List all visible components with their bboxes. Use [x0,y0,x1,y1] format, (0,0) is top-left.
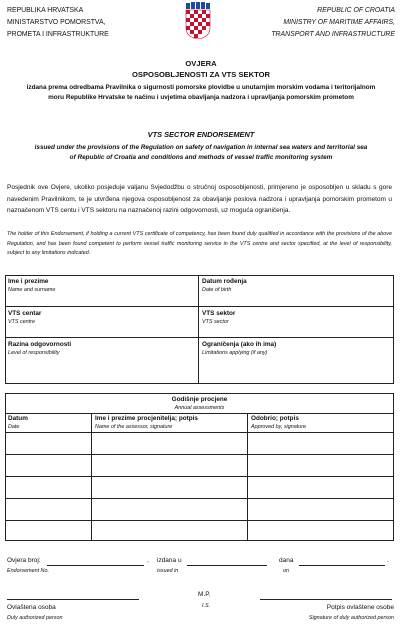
table-row-divider [5,476,394,477]
header-right-line: REPUBLIC OF CROATIA [317,7,395,14]
field-limits-label: Ograničenja (ako ih ima) [202,341,277,348]
assessments-title-en: Annual assessments [174,405,225,411]
table-row-divider [5,454,394,455]
col-assessor-label: Ime i prezime procjenitelja; potpis [95,415,198,422]
is-label: I.S. [202,603,211,609]
signature-label-en: Signature of duly authorized person [308,615,394,621]
field-limits-label-en: Limitations applying (if any) [202,350,268,356]
field-sector-label: VTS sektor [202,310,236,317]
field-level-label: Razina odgovornosti [8,341,72,348]
header-right [271,5,395,41]
footer-comma: , [147,557,149,564]
table-divider [5,306,394,307]
header-left-line: MINISTARSTVO POMORSTVA, [7,19,106,26]
field-name-label-en: Name and surname [8,287,56,293]
table-divider [5,337,394,338]
issued-in-field[interactable] [187,565,267,566]
header-left-line: PROMETA I INFRASTRUKTURE [7,31,109,38]
header-left [7,5,109,41]
title-english-subtitle: issued under the provisions of the Regulation on safety of navigation in internal sea waters and territorial sea of Republic of Croatia and conditions and methods of vessel traffic monitoring system [34,144,368,161]
official-label-en: Duly authorized person [7,615,63,621]
field-sector-label-en: VTS sector [202,319,229,325]
field-centre-label-en: VTS centre [8,319,35,325]
header-left-line: REPUBLIKA HRVATSKA [7,7,84,14]
field-dob-label-en: Date of birth [202,287,232,293]
col-assessor-label-en: Name of the assessor, signature [95,424,173,430]
endorsement-no-field[interactable] [47,565,144,566]
croatian-coat-of-arms-icon [183,2,213,40]
table-divider [5,413,394,414]
col-date-label: Datum [8,415,28,422]
body-text-croatian: Posjednik ove Ovjere, ukoliko posjeduje valjanu Svjedodžbu o stručnoj osposobljenosti, primjereno je osposobljen u skladu s gore navedenim Pravilnikom, te je utvrđena njegova osposobljenost za obavljanje poslova nadzora i upravljanja pomorskim prometom u naznačenom VTS centu i VTS sektoru na naznačenoj razini odgovornosti, uz moguća ograničenja. [7,184,392,214]
field-centre-label: VTS centar [8,310,42,317]
date-field[interactable] [299,565,385,566]
table-row-divider [5,432,394,433]
official-label: Ovlaštena osoba [7,604,56,611]
date-label-en: on [283,568,289,574]
endorsement-no-label: Ovjera broj: [7,557,41,564]
header-right-line: TRANSPORT AND INFRASTRUCTURE [271,31,395,38]
body-text-english: The holder of this Endorsement, if holding a current VTS certificate of competency, has been found duly qualified in accordance with the provisions of the above Regulation, and has been found competent to perform vessel traffic monitoring service in the VTS centre and sector specified, at the level of responsibility, subject to any limitations indicated. [7,231,392,256]
title-ovjera: OVJERA [185,59,217,68]
field-dob-label: Datum rođenja [202,278,247,285]
annual-assessments-table [5,393,394,541]
signature-label: Potpis ovlaštene osobe [326,604,394,611]
col-date-label-en: Date [8,424,20,430]
mp-label: M.P. [198,591,211,598]
table-row-divider [5,498,394,499]
table-row-divider [5,520,394,521]
footer-period: . [387,557,389,564]
header-right-line: MINISTRY OF MARITIME AFFAIRS, [283,19,395,26]
field-level-label-en: Level of responsibility [8,350,60,356]
issued-in-label-en: issued in [157,568,179,574]
endorsement-no-label-en: Endorsement No. [7,568,49,574]
field-name-label: Ime i prezime [8,278,49,285]
title-english: VTS SECTOR ENDORSEMENT [147,130,255,139]
signature-line[interactable] [260,599,392,600]
issued-in-label: izdana u [157,557,182,564]
holder-details-table [5,275,394,384]
assessments-title: Godišnje procjene [171,396,228,403]
official-name-line[interactable] [7,599,139,600]
title-main: OSPOSOBLJENOSTI ZA VTS SEKTOR [132,70,270,79]
col-approved-label: Odobrio; potpis [251,415,299,422]
date-label: dana [279,557,294,564]
title-subtitle: izdana prema odredbama Pravilnika o sigurnosti pomorske plovidbe u unutarnjim morskim vodama i teritorijalnom moru Republike Hrvatske te načinu i uvjetima obavljanja nadzora i upravljanja pomorskim prometom [26,84,376,101]
table-divider [198,275,199,384]
col-approved-label-en: Approved by, signature [251,424,307,430]
